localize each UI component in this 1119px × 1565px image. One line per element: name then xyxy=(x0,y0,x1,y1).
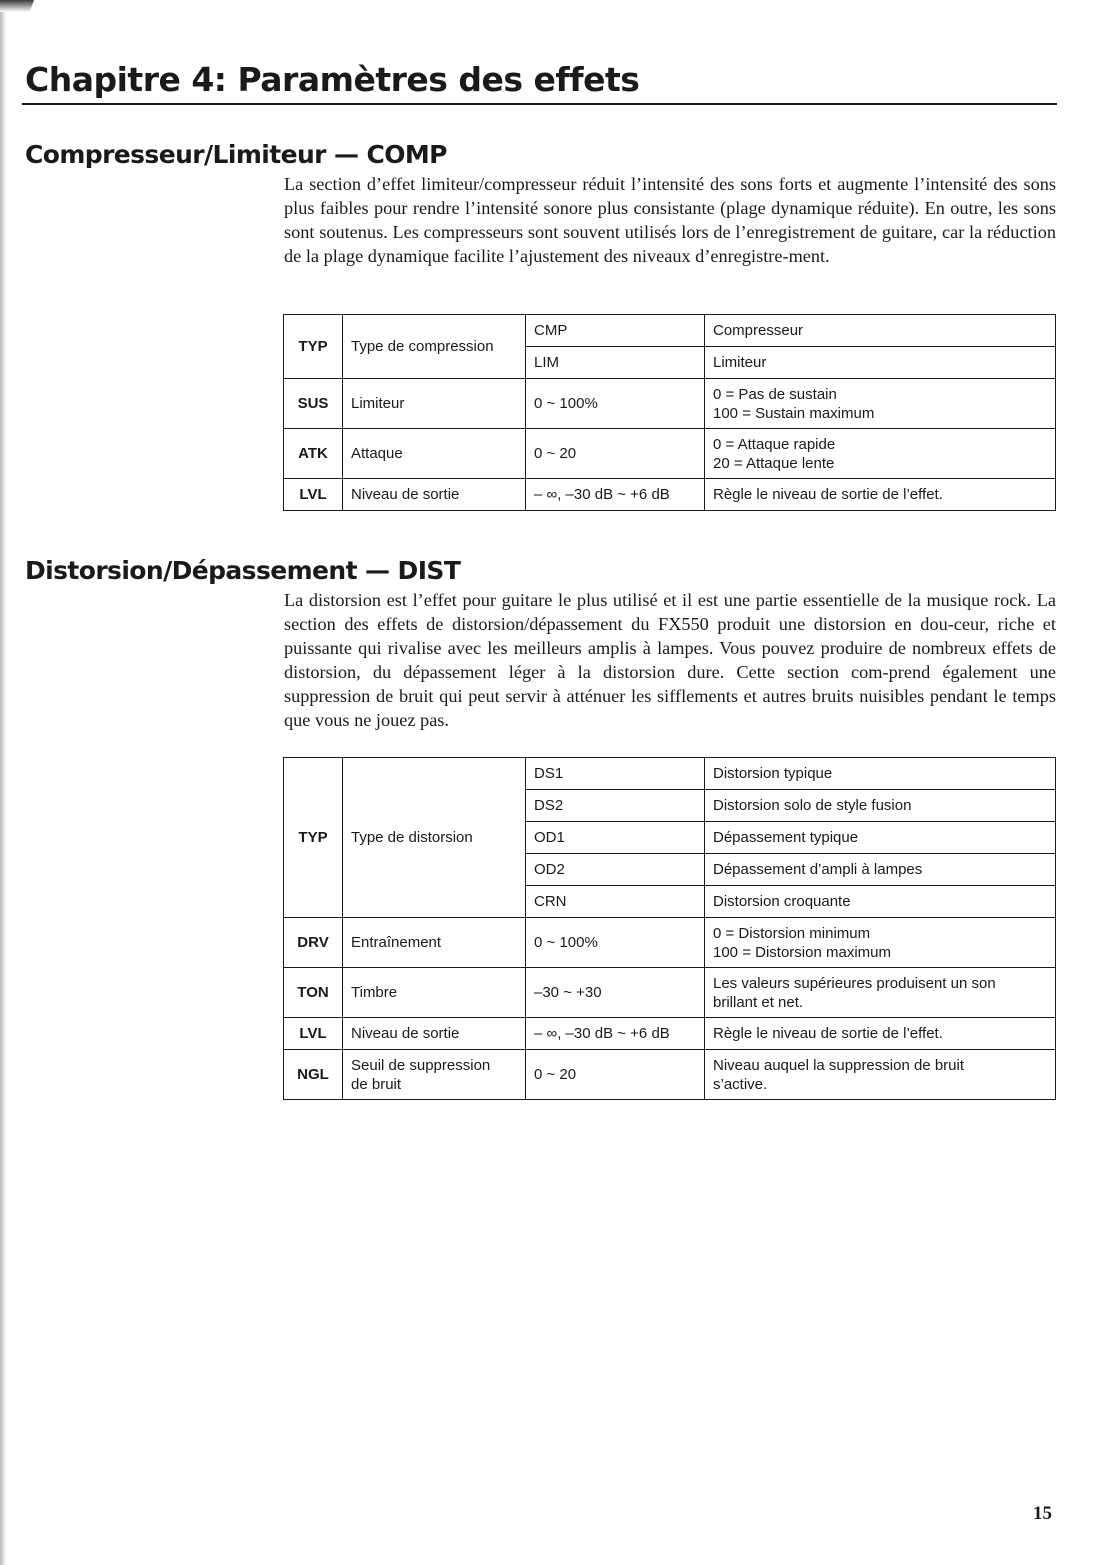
comp-section-title: Compresseur/Limiteur — COMP xyxy=(25,140,447,169)
param-description: 0 = Pas de sustain 100 = Sustain maximum xyxy=(705,379,1056,429)
param-name: Timbre xyxy=(343,968,526,1018)
param-description: Limiteur xyxy=(705,347,1056,379)
param-description: Distorsion solo de style fusion xyxy=(705,790,1056,822)
param-code: SUS xyxy=(284,379,343,429)
param-code: TON xyxy=(284,968,343,1018)
param-description: Dépassement d’ampli à lampes xyxy=(705,854,1056,886)
param-value: DS2 xyxy=(526,790,705,822)
param-code: TYP xyxy=(284,315,343,379)
param-description: Distorsion typique xyxy=(705,758,1056,790)
param-name: Seuil de suppression de bruit xyxy=(343,1050,526,1100)
param-description: Règle le niveau de sortie de l’effet. xyxy=(705,479,1056,511)
table-row xyxy=(284,315,1056,347)
param-description: Distorsion croquante xyxy=(705,886,1056,918)
param-code: TYP xyxy=(284,758,343,918)
param-range: 0 ~ 20 xyxy=(526,1050,705,1100)
dist-parameter-table xyxy=(283,757,1056,1100)
param-name: Limiteur xyxy=(343,379,526,429)
param-range: 0 ~ 100% xyxy=(526,379,705,429)
param-code: NGL xyxy=(284,1050,343,1100)
param-code: ATK xyxy=(284,429,343,479)
table-row xyxy=(284,758,1056,790)
param-range: 0 ~ 20 xyxy=(526,429,705,479)
table-row xyxy=(284,918,1056,968)
scan-shadow-edge xyxy=(0,0,6,1565)
scan-shadow-corner xyxy=(0,0,34,12)
param-name: Niveau de sortie xyxy=(343,479,526,511)
param-value: CRN xyxy=(526,886,705,918)
param-value: DS1 xyxy=(526,758,705,790)
param-name: Attaque xyxy=(343,429,526,479)
param-code: LVL xyxy=(284,479,343,511)
table-row xyxy=(284,1050,1056,1100)
table-row xyxy=(284,1018,1056,1050)
chapter-title: Chapitre 4: Paramètres des effets xyxy=(25,60,640,99)
dist-paragraph: La distorsion est l’effet pour guitare le plus utilisé et il est une partie essentielle de la musique rock. La section des effets de distorsion/dépassement du FX550 produit une distorsion en dou-ceur, riche et puissante qui rivalise avec les meilleurs amplis à lampes. Vous pouvez produire de nombreux effets de distorsion, du dépassement léger à la distorsion dure. Cette section com-prend également une suppression de bruit qui peut servir à atténuer les sifflements et autres bruits nuisibles pendant le temps que vous ne jouez pas. xyxy=(284,590,1056,731)
page-number: 15 xyxy=(1033,1503,1052,1524)
param-name: Type de compression xyxy=(343,315,526,379)
comp-parameter-table xyxy=(283,314,1056,511)
param-name: Type de distorsion xyxy=(343,758,526,918)
param-value: CMP xyxy=(526,315,705,347)
param-name: Niveau de sortie xyxy=(343,1018,526,1050)
param-description: Niveau auquel la suppression de bruit s’active. xyxy=(705,1050,1056,1100)
table-row xyxy=(284,479,1056,511)
param-value: OD2 xyxy=(526,854,705,886)
dist-section-title: Distorsion/Dépassement — DIST xyxy=(25,556,461,585)
table-row xyxy=(284,429,1056,479)
param-name: Entraînement xyxy=(343,918,526,968)
param-description: Dépassement typique xyxy=(705,822,1056,854)
comp-paragraph: La section d’effet limiteur/compresseur réduit l’intensité des sons forts et augmente l’intensité des sons plus faibles pour rendre l’intensité sonore plus consistante (plage dynamique réduite). En outre, les sons sont soutenus. Les compresseurs sont souvent utilisés lors de l’enregistrement de guitare, car la réduction de la plage dynamique facilite l’ajustement des niveaux d’enregistre-ment. xyxy=(284,174,1056,267)
param-description: 0 = Distorsion minimum 100 = Distorsion maximum xyxy=(705,918,1056,968)
param-description: Les valeurs supérieures produisent un son brillant et net. xyxy=(705,968,1056,1018)
chapter-title-rule xyxy=(22,103,1057,105)
param-range: – ∞, –30 dB ~ +6 dB xyxy=(526,1018,705,1050)
param-code: LVL xyxy=(284,1018,343,1050)
param-range: – ∞, –30 dB ~ +6 dB xyxy=(526,479,705,511)
table-row xyxy=(284,968,1056,1018)
param-description: Compresseur xyxy=(705,315,1056,347)
param-description: Règle le niveau de sortie de l’effet. xyxy=(705,1018,1056,1050)
param-description: 0 = Attaque rapide 20 = Attaque lente xyxy=(705,429,1056,479)
param-code: DRV xyxy=(284,918,343,968)
param-range: –30 ~ +30 xyxy=(526,968,705,1018)
param-range: 0 ~ 100% xyxy=(526,918,705,968)
param-value: LIM xyxy=(526,347,705,379)
param-value: OD1 xyxy=(526,822,705,854)
table-row xyxy=(284,379,1056,429)
